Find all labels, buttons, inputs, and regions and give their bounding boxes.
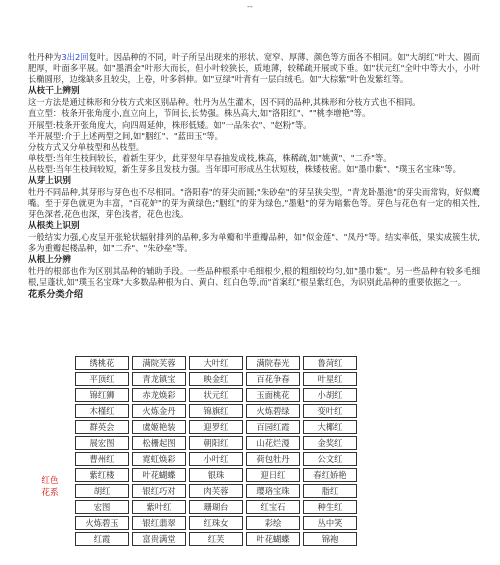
root-para-1: 牡丹的根部也作为区别其品种的辅助手段。一些品种根系中毛细根少,根的粗细较均匀,如"墨巾紫"。另一些品种有较多毛细根,呈蓬状,如"璞玉名宝珠"大多数品种根为白、黄白、红白色等,而"首案红"根呈紫红色，为识别此品种的重要依据之一。 bbox=[28, 266, 480, 288]
variety-cell: 山花烂漫 bbox=[246, 436, 300, 450]
table-row bbox=[75, 468, 357, 482]
variety-cell: 群英会 bbox=[75, 420, 129, 434]
branch-para-5: 分枝方式又分单枝型和丛枝型。 bbox=[28, 141, 145, 152]
variety-cell: 锦红狮 bbox=[75, 388, 129, 402]
table-row bbox=[75, 452, 357, 466]
variety-cell: 红珠女 bbox=[189, 516, 243, 530]
variety-cell: 小叶红 bbox=[189, 452, 243, 466]
flower-variety-table bbox=[72, 354, 360, 548]
variety-cell: 银红巧对 bbox=[132, 484, 186, 498]
variety-cell: 银红翡翠 bbox=[132, 516, 186, 530]
fruit-para-1: 一般结实力强,心皮呈开张轮状辐射排列的品种,多为单瓣和半重瓣品种，如"似金莲"、"凤丹"等。结实率低，果实成簇生状,多为重瓣起楼品种，如"二乔"、"朱砂垒"等。 bbox=[28, 232, 480, 254]
variety-cell: 朝阳红 bbox=[189, 436, 243, 450]
table-row bbox=[75, 532, 357, 546]
top-mark: -- bbox=[247, 2, 253, 11]
variety-cell: 平顶红 bbox=[75, 372, 129, 386]
variety-cell: 映金红 bbox=[189, 372, 243, 386]
variety-cell: 宏图 bbox=[75, 500, 129, 514]
table-row bbox=[75, 388, 357, 402]
variety-cell: 霓虹焕彩 bbox=[132, 452, 186, 466]
variety-cell: 丛中笑 bbox=[303, 516, 357, 530]
table-row bbox=[75, 484, 357, 498]
variety-cell: 红宝石 bbox=[246, 500, 300, 514]
variety-cell: 青龙镇宝 bbox=[132, 372, 186, 386]
branch-para-4: 半开展型:介于上述两型之间,如"胭红"、"蓝田玉"等。 bbox=[28, 130, 223, 141]
red-flower-group-label bbox=[28, 475, 72, 499]
variety-cell: 迎罗红 bbox=[189, 420, 243, 434]
variety-cell: 玉面桃花 bbox=[246, 388, 300, 402]
variety-cell: 火炼金丹 bbox=[132, 404, 186, 418]
group-label-line-2: 花系 bbox=[41, 488, 59, 498]
variety-cell: 叶花蝴蝶 bbox=[246, 532, 300, 546]
intro-highlight: 3出2回 bbox=[61, 52, 89, 62]
heading-bud: 从芽上识别 bbox=[28, 175, 71, 186]
heading-root: 从根上分辨 bbox=[28, 254, 71, 265]
group-label-line-1: 红色 bbox=[41, 476, 59, 486]
variety-cell: 大叶红 bbox=[189, 356, 243, 370]
variety-cell: 脂红 bbox=[303, 484, 357, 498]
variety-cell: 荷包牡丹 bbox=[246, 452, 300, 466]
variety-cell: 胡红 bbox=[75, 484, 129, 498]
variety-cell: 百园红霞 bbox=[246, 420, 300, 434]
variety-cell: 叶星红 bbox=[303, 372, 357, 386]
intro-text-1: 牡丹种为 bbox=[28, 52, 62, 62]
table-row bbox=[75, 372, 357, 386]
branch-para-6: 单枝型:当年生枝间较长，着新生芽少，此芽翌年早春抽发成枝,株高，株稀疏,如"姚黄"、"二乔"等。 bbox=[28, 153, 392, 164]
article-body bbox=[28, 52, 480, 301]
table-row bbox=[75, 404, 357, 418]
variety-cell: 春红娇艳 bbox=[303, 468, 357, 482]
variety-cell: 虞姬艳装 bbox=[132, 420, 186, 434]
variety-cell: 木槿红 bbox=[75, 404, 129, 418]
variety-cell: 绣桃花 bbox=[75, 356, 129, 370]
variety-cell: 金奖红 bbox=[303, 436, 357, 450]
variety-cell: 红芙 bbox=[189, 532, 243, 546]
bud-para-1: 牡丹不同品种,其芽形与芽色也不尽相同。"洛阳春"的芽尖而圆;"朱砂垒"的芽呈狭尖型，"青龙卧墨池"的芽尖而常钩，好似鹰嘴。至于芽色就更为丰富，"百花妒"的芽为黄绿色;"胭红"的芽为绿色,"墨魁"的芽为暗紫色等。芽色与花色有一定的相关性,芽色深者,花色也深，芽色浅者，花色也浅。 bbox=[28, 187, 480, 220]
variety-cell: 变叶红 bbox=[303, 404, 357, 418]
variety-cell: 肉芙蓉 bbox=[189, 484, 243, 498]
table-row bbox=[75, 436, 357, 450]
variety-cell: 鲁菏红 bbox=[303, 356, 357, 370]
table-row bbox=[75, 500, 357, 514]
variety-cell: 曹州红 bbox=[75, 452, 129, 466]
table-row bbox=[75, 420, 357, 434]
table-row bbox=[75, 356, 357, 370]
heading-branch: 从枝干上辨别 bbox=[28, 85, 80, 96]
flower-classification-title: 花系分类介绍 bbox=[28, 289, 84, 301]
variety-cell: 银珠 bbox=[189, 468, 243, 482]
variety-cell: 种生红 bbox=[303, 500, 357, 514]
branch-para-1: 这一方法是通过株形和分枝方式来区别品种。牡丹为丛生灌木，因不同的品种,其株形和分枝方式也不相同。 bbox=[28, 97, 421, 108]
variety-cell: 火炼碧绿 bbox=[246, 404, 300, 418]
branch-para-2: 直立型：枝条开张角度小,直立向上，节间长,长势强。株丛高大,如"洛阳红"、""桃李增艳"等。 bbox=[28, 108, 371, 119]
variety-cell: 珊瑚台 bbox=[189, 500, 243, 514]
variety-cell: 富贵满堂 bbox=[132, 532, 186, 546]
variety-cell: 锦旗红 bbox=[189, 404, 243, 418]
variety-cell: 迎日红 bbox=[246, 468, 300, 482]
variety-cell: 小胡红 bbox=[303, 388, 357, 402]
variety-cell: 松栅起图 bbox=[132, 436, 186, 450]
intro-paragraph bbox=[28, 52, 480, 86]
variety-cell: 叶花蝴蝶 bbox=[132, 468, 186, 482]
variety-cell: 锦袍 bbox=[303, 532, 357, 546]
variety-cell: 百花争春 bbox=[246, 372, 300, 386]
table-row bbox=[75, 516, 357, 530]
variety-cell: 赤龙焕彩 bbox=[132, 388, 186, 402]
branch-para-7: 丛枝型:当年生枝间较短，新生芽多且发枝力强。当年即可形成丛生状短枝，株矮枝密。如"墨巾紫"、"璞玉名宝珠"等。 bbox=[28, 164, 461, 175]
heading-fruit: 从根类上识别 bbox=[28, 220, 80, 231]
variety-cell: 大椰红 bbox=[303, 420, 357, 434]
variety-cell: 彩绘 bbox=[246, 516, 300, 530]
intro-text-2: 复叶。因品种的不同，叶子所呈出现来的形状、宽窄、厚薄、颜色等方面各不相同。如"大胡红"叶大、圆而肥厚，叶面多平展。如"墨洒金"叶形大而长，但小叶较狭长，质地薄，较稀疏开展或下垂。如"状元红"全叶中等大小，小叶长椭圆形，边缘缺多且较尖，上卷，叶多斜伸。如"豆绿"叶背有一层白绒毛。如"大棕紫"叶色发紫红等。 bbox=[28, 52, 480, 85]
variety-cell: 紫红楼 bbox=[75, 468, 129, 482]
variety-cell: 火炼碧玉 bbox=[75, 516, 129, 530]
variety-cell: 满院芙蓉 bbox=[132, 356, 186, 370]
variety-cell: 展宏图 bbox=[75, 436, 129, 450]
branch-para-3: 开展型:枝条开张角度大，向四周延伸，株形低矮。如"一品朱衣"、"赵粉"等。 bbox=[28, 119, 312, 130]
variety-cell: 状元红 bbox=[189, 388, 243, 402]
variety-cell: 满院春光 bbox=[246, 356, 300, 370]
variety-cell: 公文红 bbox=[303, 452, 357, 466]
variety-cell: 红霞 bbox=[75, 532, 129, 546]
variety-cell: 紫叶红 bbox=[132, 500, 186, 514]
variety-cell: 璎珞宝珠 bbox=[246, 484, 300, 498]
